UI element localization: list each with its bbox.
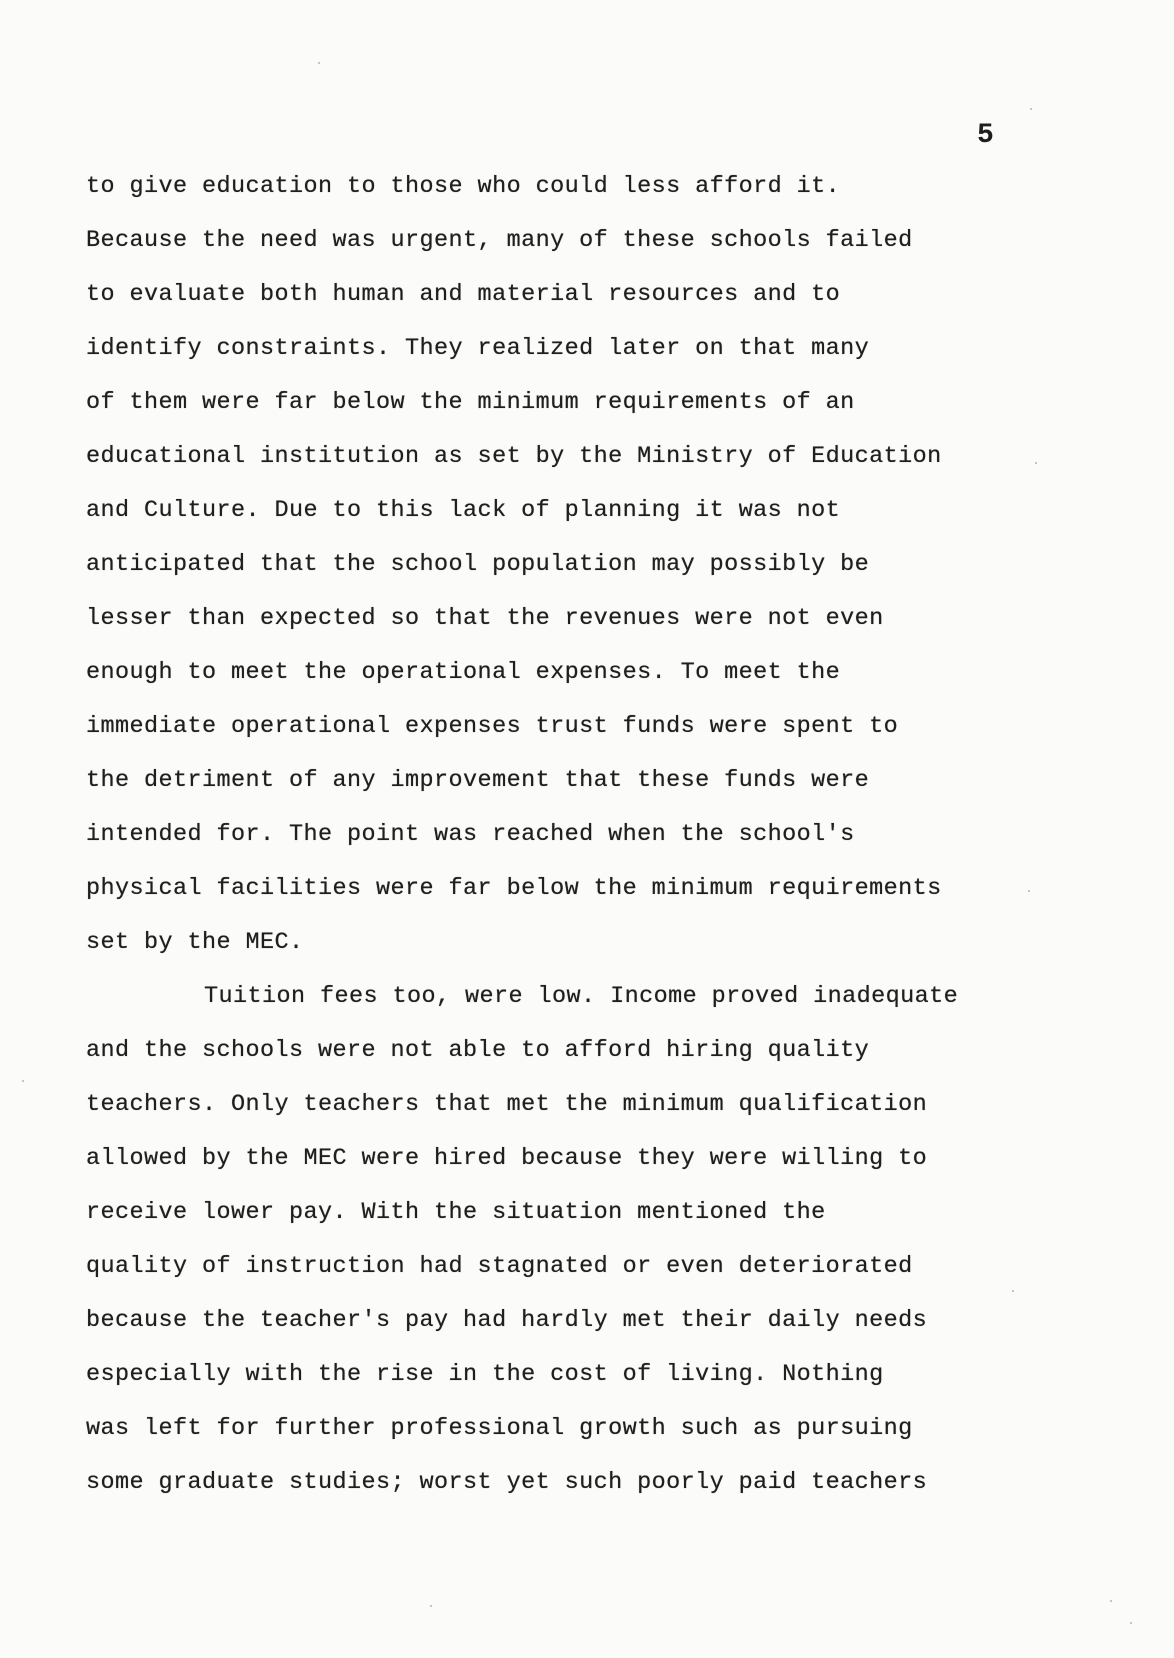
text-line: of them were far below the minimum requirements of an [86,389,855,416]
scan-speck [1012,1290,1014,1292]
scan-speck [1028,890,1030,892]
text-line: receive lower pay. With the situation mentioned the [86,1199,826,1226]
text-line: Because the need was urgent, many of these schools failed [86,227,913,254]
text-line: anticipated that the school population may possibly be [86,551,870,578]
text-line: some graduate studies; worst yet such poorly paid teachers [86,1469,928,1496]
scan-speck [1130,1622,1132,1624]
text-line: physical facilities were far below the minimum requirements [86,875,942,902]
text-line: and the schools were not able to afford hiring quality [86,1037,870,1064]
text-line: enough to meet the operational expenses. To meet the [86,659,841,686]
scan-speck [1035,462,1037,464]
text-line: because the teacher's pay had hardly met their daily needs [86,1307,928,1334]
paragraph-first-line: Tuition fees too, were low. Income proved inadequate [204,983,959,1010]
text-line: especially with the rise in the cost of living. Nothing [86,1361,884,1388]
scan-speck [22,1080,24,1082]
scan-speck [430,1605,432,1607]
text-line: the detriment of any improvement that these funds were [86,767,870,794]
text-line: intended for. The point was reached when the school's [86,821,855,848]
scan-speck [318,62,320,64]
text-line: identify constraints. They realized later on that many [86,335,870,362]
text-line: set by the MEC. [86,929,304,956]
text-line: quality of instruction had stagnated or even deteriorated [86,1253,913,1280]
text-line: immediate operational expenses trust funds were spent to [86,713,899,740]
text-line: and Culture. Due to this lack of planning it was not [86,497,841,524]
text-line: to evaluate both human and material resources and to [86,281,841,308]
text-line: was left for further professional growth such as pursuing [86,1415,913,1442]
scan-speck [1030,108,1032,110]
text-line: educational institution as set by the Ministry of Education [86,443,942,470]
text-line: lesser than expected so that the revenues were not even [86,605,884,632]
text-line: teachers. Only teachers that met the minimum qualification [86,1091,928,1118]
text-line: to give education to those who could less afford it. [86,173,841,200]
body-text [86,160,1096,1510]
scan-speck [1110,1600,1112,1602]
page-number: 5 [977,120,994,151]
text-line: allowed by the MEC were hired because they were willing to [86,1145,928,1172]
